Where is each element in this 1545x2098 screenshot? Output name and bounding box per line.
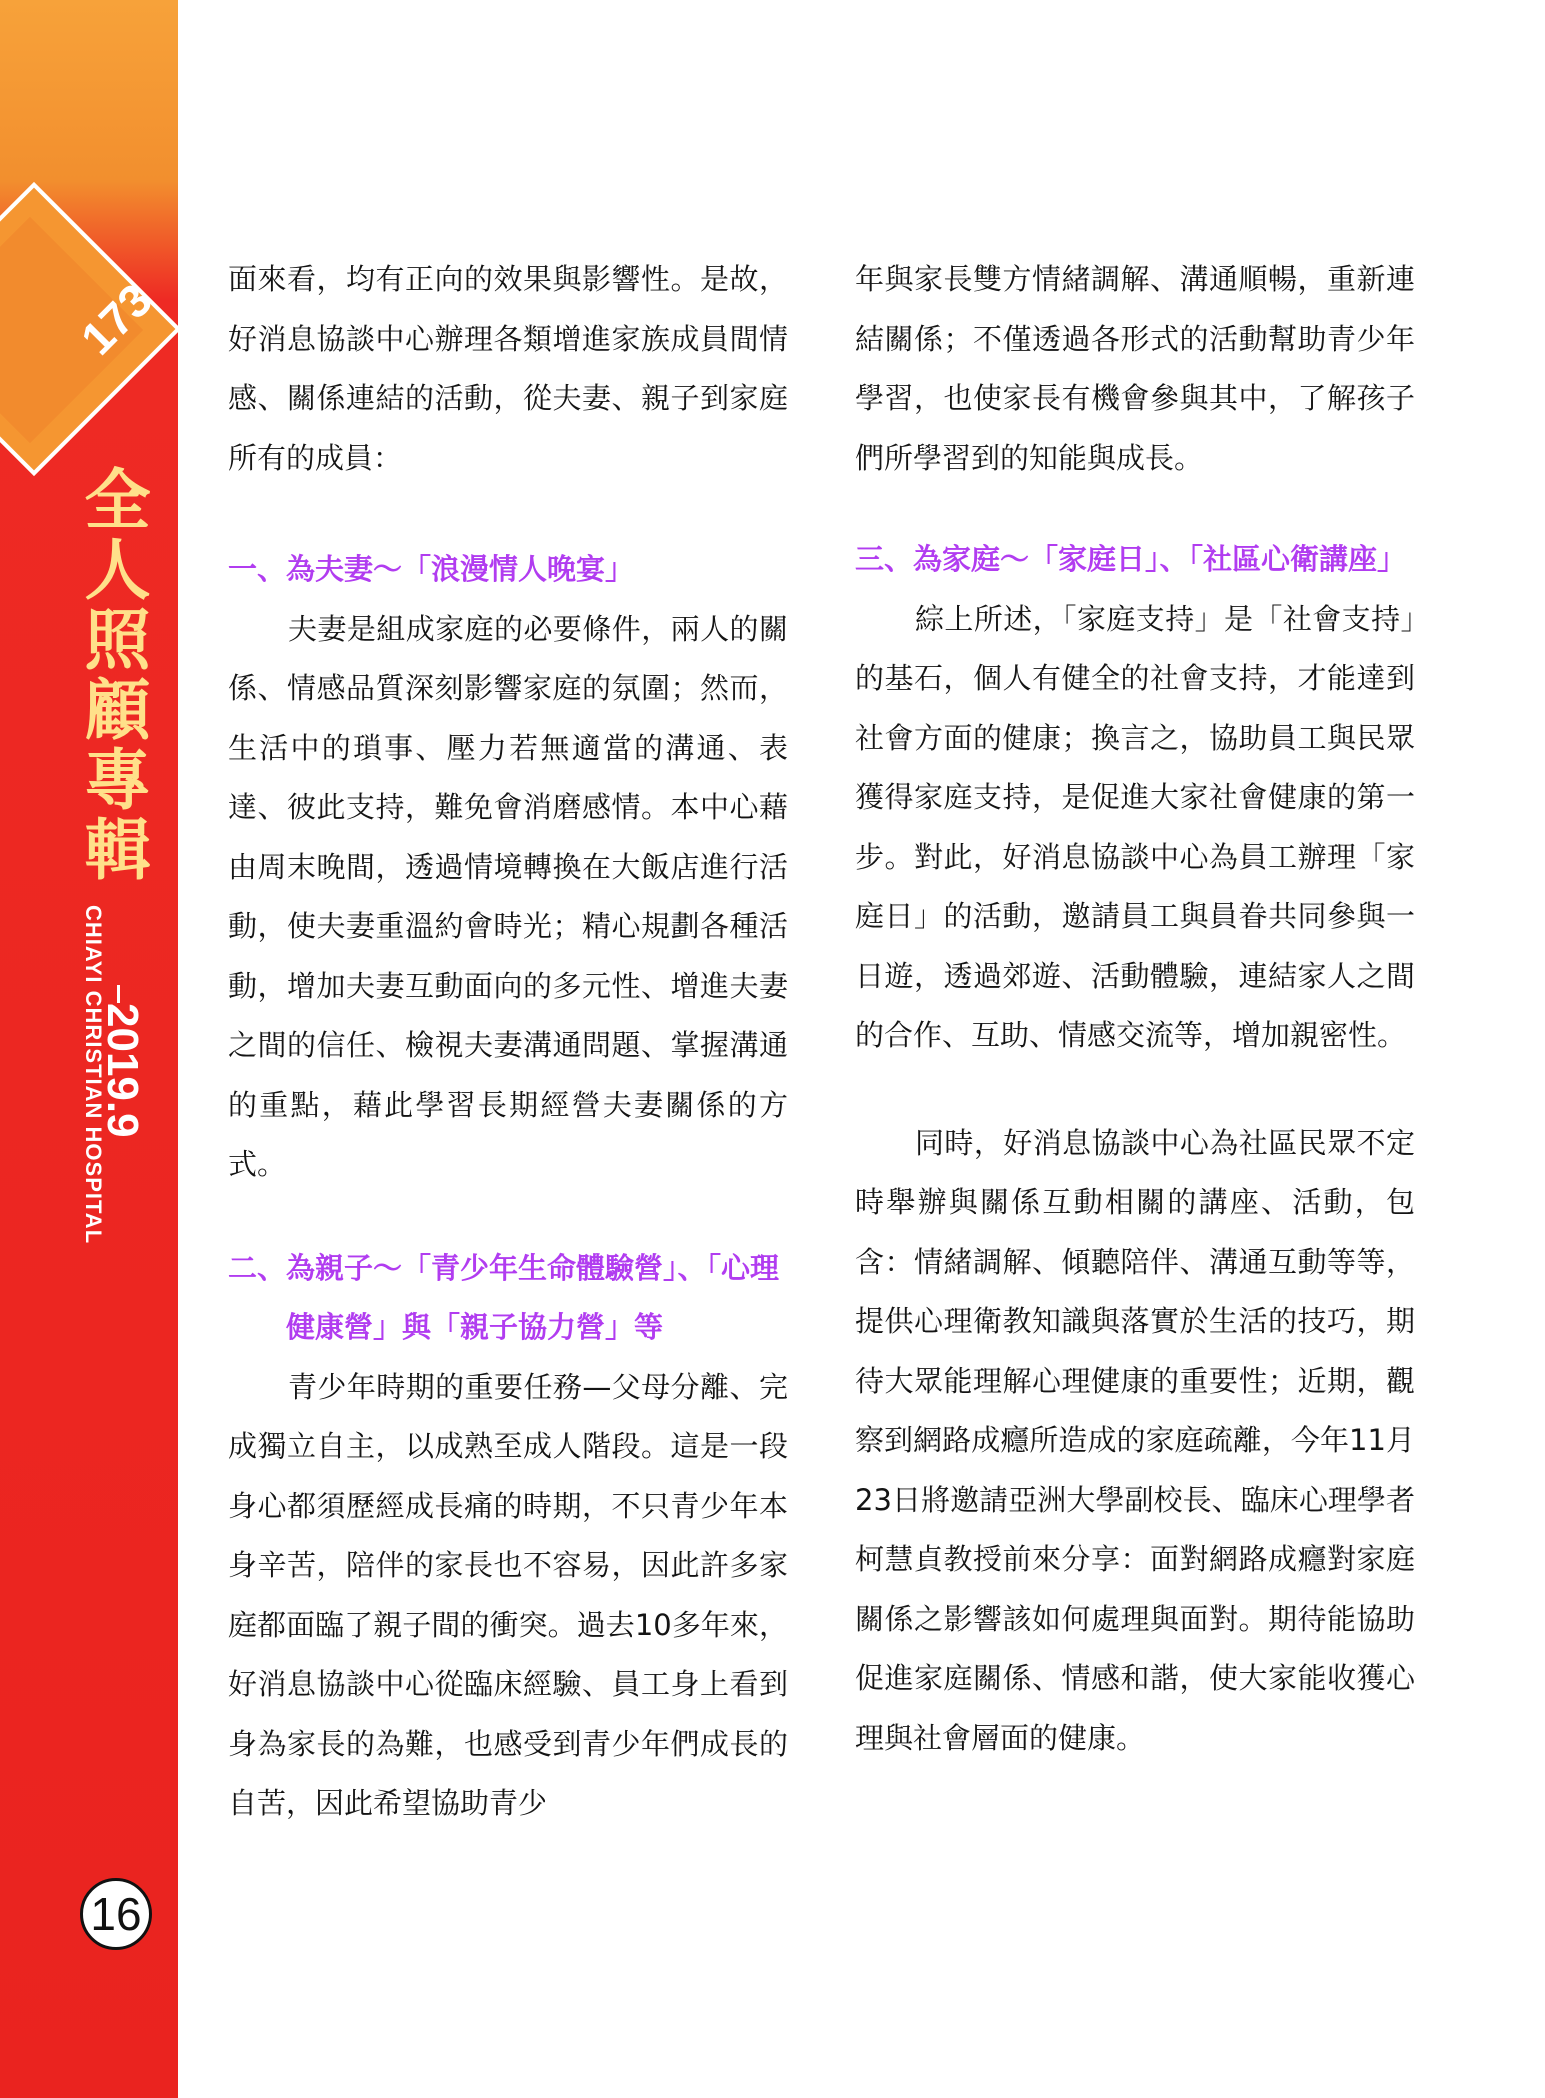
right-column (855, 250, 1415, 1768)
couples-paragraph: 夫妻是組成家庭的必要條件，兩人的關係、情感品質深刻影響家庭的氛圍；然而，生活中的瑣事、壓力若無適當的溝通、表達、彼此支持，難免會消磨感情。本中心藉由周末晚間，透過情境轉換在大飯店進行活動，使夫妻重溫約會時光；精心規劃各種活動，增加夫妻互動面向的多元性、增進夫妻之間的信任、檢視夫妻溝通問題、掌握溝通的重點，藉此學習長期經營夫妻關係的方式。 (228, 611, 788, 1181)
family-paragraph: 綜上所述，「家庭支持」是「社會支持」的基石，個人有健全的社會支持，才能達到社會方面的健康；換言之，協助員工與民眾獲得家庭支持，是促進大家社會健康的第一步。對此，好消息協談中心為員工辦理「家庭日」的活動，邀請員工與員眷共同參與一日遊，透過郊遊、活動體驗，連結家人之間的合作、互助、情感交流等，增加親密性。 (855, 601, 1415, 1052)
intro-paragraph: 面來看，均有正向的效果與影響性。是故，好消息協談中心辦理各類增進家族成員間情感、關係連結的活動，從夫妻、親子到家庭所有的成員： (228, 262, 788, 475)
page-number: 16 (80, 1878, 152, 1950)
hospital-name: CHIAYI CHRISTIAN HOSPITAL (81, 905, 106, 1245)
parent-child-paragraph: 青少年時期的重要任務—父母分離、完成獨立自主，以成熟至成人階段。這是一段身心都須歷經成長痛的時期，不只青少年本身辛苦，陪伴的家長也不容易，因此許多家庭都面臨了親子間的衝突。過去10多年來，好消息協談中心從臨床經驗、員工身上看到身為家長的為難，也感受到青少年們成長的自苦，因此希望協助青少 (228, 1369, 788, 1820)
issue-number: 173 (70, 273, 162, 365)
issue-date: 2019.9 (98, 1003, 147, 1138)
left-column (228, 250, 788, 1834)
heading-couples: 一、為夫妻～「浪漫情人晚宴」 (228, 552, 635, 586)
heading-parent-child: 二、為親子～「青少年生命體驗營」、「心理健康營」與「親子協力營」等 (228, 1250, 780, 1344)
community-paragraph: 同時，好消息協談中心為社區民眾不定時舉辦與關係互動相關的講座、活動，包含：情緒調解、傾聽陪伴、溝通互動等等，提供心理衛教知識與落實於生活的技巧，期待大眾能理解心理健康的重要性；近期，觀察到網路成癮所造成的家庭疏離，今年11月23日將邀請亞洲大學副校長、臨床心理學者柯慧貞教授前來分享：面對網路成癮對家庭關係之影響該如何處理與面對。期待能協助促進家庭關係、情感和諧，使大家能收獲心理與社會層面的健康。 (855, 1125, 1415, 1755)
continued-paragraph: 年與家長雙方情緒調解、溝通順暢，重新連結關係；不僅透過各形式的活動幫助青少年學習，也使家長有機會參與其中，了解孩子們所學習到的知能與成長。 (855, 262, 1415, 475)
sidebar-band (0, 0, 178, 2098)
title-separator (117, 985, 120, 1003)
heading-family: 三、為家庭～「家庭日」、「社區心衛講座」 (855, 542, 1407, 576)
section-title: 全人照顧專輯 (73, 465, 150, 885)
